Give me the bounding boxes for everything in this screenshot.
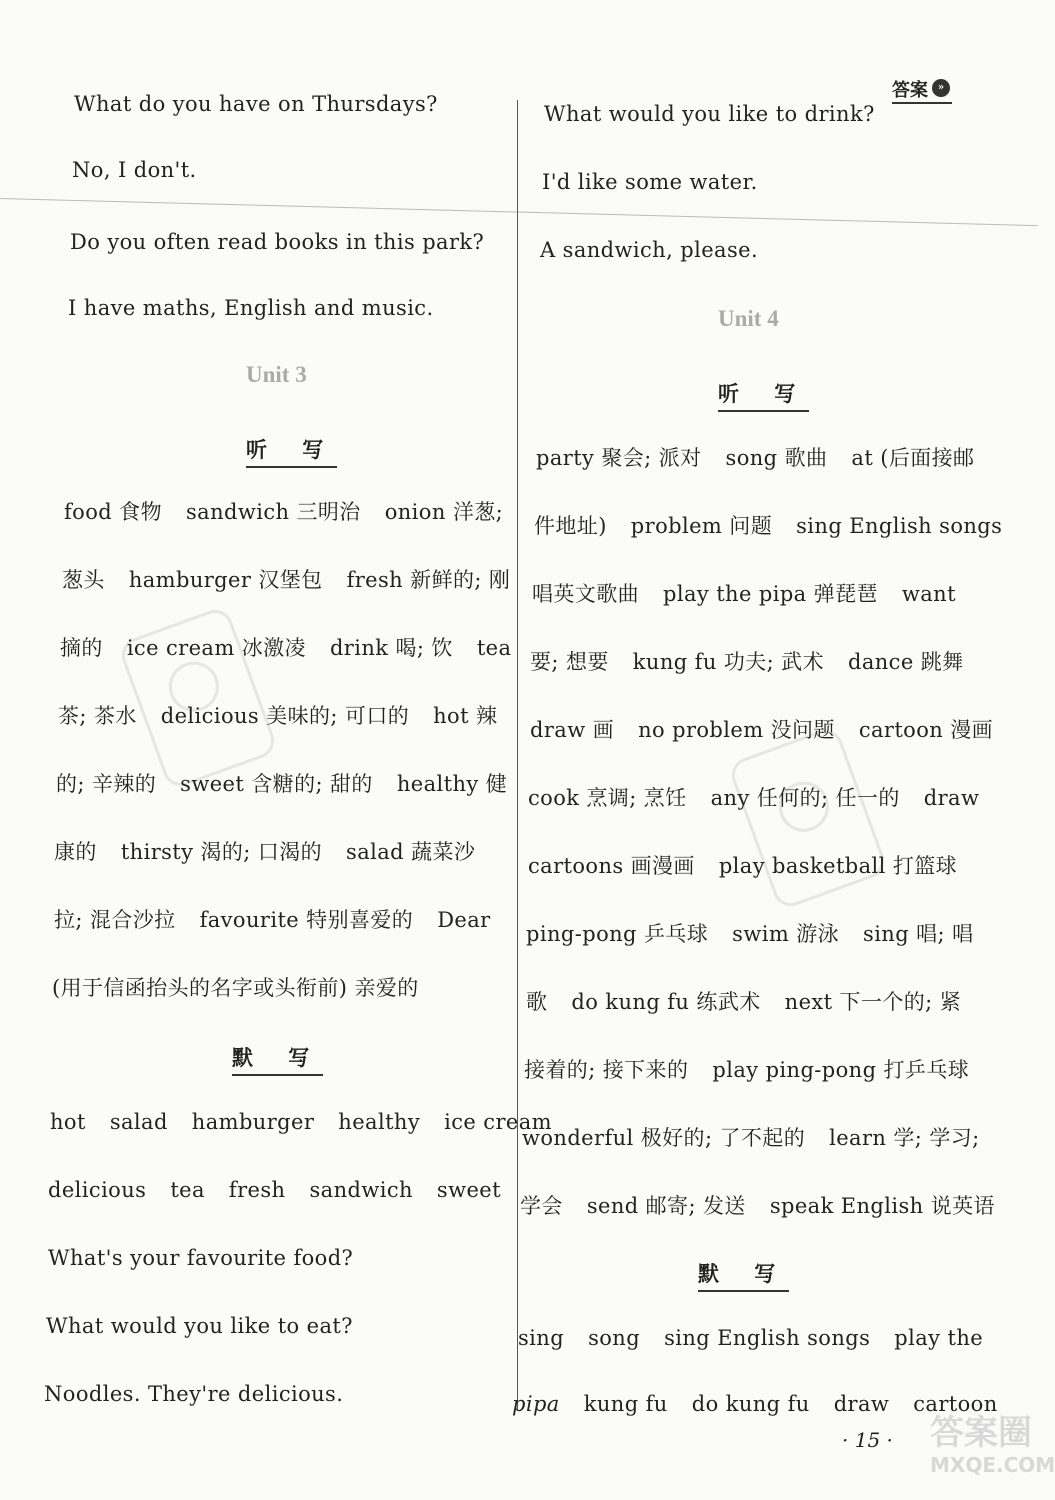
sentence: A sandwich, please.	[540, 238, 759, 262]
vocab-item: kung fu 功夫; 武术	[632, 650, 824, 674]
vocab-item: hamburger 汉堡包	[128, 568, 323, 592]
vocab-line	[56, 770, 507, 798]
arrow-icon: »	[932, 79, 950, 97]
vocab-item: 歌	[526, 990, 548, 1014]
dictation-item: healthy	[338, 1110, 421, 1134]
vocab-item: fresh 新鲜的; 刚	[346, 568, 511, 592]
vocab-item: do kung fu 练武术	[571, 990, 761, 1014]
vocab-item: send 邮寄; 发送	[586, 1194, 746, 1218]
vocab-item: sing English songs	[796, 514, 1003, 538]
vocab-item: 要; 想要	[530, 650, 609, 674]
dictation-line: Noodles. They're delicious.	[44, 1382, 344, 1406]
vocab-item: play ping-pong 打乒乓球	[712, 1058, 970, 1082]
vocab-item: draw 画	[530, 718, 615, 742]
vocab-item: sandwich 三明治	[185, 500, 361, 524]
dictation-line	[512, 1390, 998, 1418]
vocab-item: draw	[923, 786, 980, 810]
sentence: I'd like some water.	[542, 170, 758, 194]
faint-watermark-seal	[117, 605, 279, 791]
vocab-item: problem 问题	[630, 514, 773, 538]
vocab-item: 的; 辛辣的	[56, 772, 157, 796]
sentence: What do you have on Thursdays?	[74, 92, 438, 116]
dictation-item: fresh	[228, 1178, 286, 1202]
dictation-item: hot	[50, 1110, 86, 1134]
vocab-item: hot 辣	[433, 704, 498, 728]
vocab-line	[522, 1124, 980, 1152]
vocab-item: tea	[476, 636, 512, 660]
vocab-item: Dear	[437, 908, 491, 932]
section-title-listen: 听 写	[246, 434, 337, 468]
sentence: What would you like to drink?	[544, 102, 875, 126]
vocab-item: salad 蔬菜沙	[346, 840, 476, 864]
answer-badge: 答案 »	[892, 76, 952, 104]
vocab-item: song 歌曲	[725, 446, 828, 470]
sentence: Do you often read books in this park?	[70, 230, 485, 254]
dictation-item: tea	[170, 1178, 205, 1202]
unit-title: Unit 3	[246, 362, 307, 387]
column-divider	[517, 100, 518, 1410]
dictation-item: sing English songs	[664, 1326, 871, 1350]
page-fold-line	[0, 198, 1038, 226]
vocab-item: swim 游泳	[732, 922, 840, 946]
vocab-item: 康的	[54, 840, 97, 864]
vocab-item: cook 烹调; 烹饪	[528, 786, 687, 810]
vocab-item: play basketball 打篮球	[718, 854, 958, 878]
vocab-line	[62, 566, 510, 594]
vocab-item: no problem 没问题	[638, 718, 835, 742]
vocab-line	[60, 634, 511, 662]
dictation-item: sing	[518, 1326, 565, 1350]
dictation-item: sandwich	[309, 1178, 413, 1202]
vocab-item: 摘的	[60, 636, 103, 660]
vocab-line	[52, 974, 419, 1002]
page-number: · 15 ·	[842, 1428, 893, 1452]
dictation-item: hamburger	[191, 1110, 315, 1134]
dictation-item: cartoon	[913, 1392, 998, 1416]
vocab-item: 唱英文歌曲	[532, 582, 639, 606]
vocab-item: 葱头	[62, 568, 105, 592]
vocab-item: sing 唱; 唱	[863, 922, 974, 946]
watermark-line1: 答案圈	[930, 1413, 1032, 1453]
vocab-line	[54, 906, 491, 934]
vocab-line	[520, 1192, 995, 1220]
vocab-item: ice cream 冰激凌	[126, 636, 306, 660]
section-title-listen: 听 写	[718, 378, 809, 412]
vocab-line	[534, 512, 1002, 540]
vocab-item: any 任何的; 任一的	[710, 786, 900, 810]
vocab-item: 接着的; 接下来的	[524, 1058, 689, 1082]
vocab-item: food 食物	[64, 500, 162, 524]
vocab-line	[532, 580, 956, 608]
section-title-dictation: 默 写	[232, 1042, 323, 1076]
dictation-item: pipa	[512, 1392, 560, 1416]
dictation-item: delicious	[48, 1178, 147, 1202]
vocab-line	[64, 498, 503, 526]
vocab-line	[528, 852, 957, 880]
vocab-item: 拉; 混合沙拉	[54, 908, 176, 932]
watermark-line2: MXQE.COM	[930, 1453, 1055, 1477]
vocab-item: delicious 美味的; 可口的	[160, 704, 410, 728]
vocab-item: ping-pong 乒乓球	[526, 922, 709, 946]
section-title-dictation: 默 写	[698, 1258, 789, 1292]
faint-watermark-seal	[727, 725, 889, 911]
vocab-line	[530, 648, 964, 676]
dictation-item: kung fu	[583, 1392, 668, 1416]
vocab-line	[58, 702, 497, 730]
dictation-item: song	[588, 1326, 641, 1350]
vocab-item: cartoons 画漫画	[528, 854, 695, 878]
vocab-item: want	[901, 582, 956, 606]
dictation-line	[518, 1324, 983, 1352]
dictation-item: ice cream	[444, 1110, 552, 1134]
vocab-line	[526, 988, 961, 1016]
dictation-item: do kung fu	[691, 1392, 810, 1416]
dictation-line: What's your favourite food?	[48, 1246, 354, 1270]
dictation-item: sweet	[436, 1178, 501, 1202]
site-watermark	[930, 1405, 1055, 1495]
vocab-line	[528, 784, 979, 812]
unit-title: Unit 4	[718, 306, 779, 331]
vocab-line	[54, 838, 475, 866]
vocab-item: drink 喝; 饮	[329, 636, 453, 660]
dictation-line: What would you like to eat?	[46, 1314, 353, 1338]
vocab-item: 件地址)	[534, 514, 607, 538]
vocab-item: next 下一个的; 紧	[784, 990, 962, 1014]
vocab-item: wonderful 极好的; 了不起的	[522, 1126, 806, 1150]
dictation-item: play the	[894, 1326, 984, 1350]
vocab-item: 茶; 茶水	[58, 704, 137, 728]
dictation-item: salad	[109, 1110, 168, 1134]
vocab-item: cartoon 漫画	[858, 718, 994, 742]
dictation-line	[50, 1108, 552, 1136]
vocab-line	[536, 444, 974, 472]
vocab-item: learn 学; 学习;	[829, 1126, 980, 1150]
dictation-item: draw	[833, 1392, 890, 1416]
vocab-item: party 聚会; 派对	[536, 446, 702, 470]
vocab-item: at (后面接邮	[851, 446, 975, 470]
vocab-item: speak English 说英语	[769, 1194, 995, 1218]
sentence: I have maths, English and music.	[68, 296, 434, 320]
vocab-item: play the pipa 弹琵琶	[663, 582, 878, 606]
vocab-line	[530, 716, 993, 744]
vocab-item: onion 洋葱;	[384, 500, 504, 524]
vocab-item: sweet 含糖的; 甜的	[180, 772, 373, 796]
vocab-item: thirsty 渴的; 口渴的	[120, 840, 323, 864]
vocab-item: (用于信函抬头的名字或头衔前) 亲爱的	[52, 976, 419, 1000]
vocab-line	[526, 920, 974, 948]
sentence: No, I don't.	[72, 158, 197, 182]
vocab-item: healthy 健	[396, 772, 508, 796]
vocab-item: dance 跳舞	[847, 650, 964, 674]
dictation-line	[48, 1176, 501, 1204]
vocab-item: 学会	[520, 1194, 563, 1218]
vocab-item: favourite 特别喜爱的	[199, 908, 414, 932]
vocab-line	[524, 1056, 969, 1084]
